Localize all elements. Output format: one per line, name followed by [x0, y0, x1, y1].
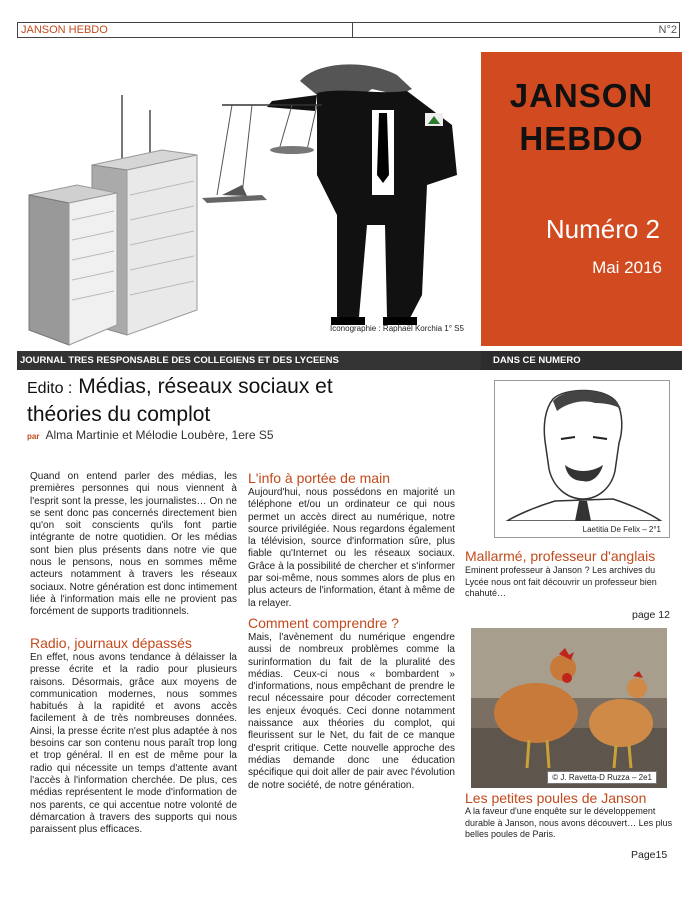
- title-line1: Médias, réseaux sociaux et: [78, 375, 333, 398]
- cover-panel: [481, 52, 682, 346]
- heading-radio: Radio, journaux dépassés: [30, 635, 192, 651]
- tagline-strip: JOURNAL TRES RESPONSABLE DES COLLEGIENS ET DES LYCEENS: [17, 351, 481, 370]
- cover-title-line2: HEBDO: [519, 120, 644, 157]
- top-bar: [17, 22, 680, 38]
- sidebar-heading-poules: Les petites poules de Janson: [465, 790, 647, 806]
- masthead-small: JANSON HEBDO: [18, 23, 353, 37]
- issue-short: N°2: [658, 24, 677, 36]
- sidebar-text-mallarme: Eminent professeur à Janson ? Les archives du Lycée nous ont fait découvrir un professeur bien chahuté…: [465, 565, 657, 598]
- cover-title-line1: JANSON: [509, 77, 654, 114]
- illustration-credit: Iconographie : Raphaël Korchia 1° S5: [330, 324, 464, 333]
- cover-illustration: [17, 55, 477, 350]
- page-ref-15: Page15: [631, 849, 668, 861]
- article-title: [27, 374, 467, 428]
- hens-photo: [471, 628, 667, 788]
- radio-paragraph: En effet, nous avons tendance à délaisser la presse écrite et la radio pour plusieurs raisons. Désormais, grâce aux moyens de communication modernes, nous sommes habitués à la rapidité et avons accès facilement à de très nombreuses données. Ainsi, la presse écrite n'est plus adaptée à nos besoins car son contenu nous paraît trop long et trop général. Il en est de même pour la radio qui nécessite un temps d'attente avant l'accès à l'information cherchée. De plus, ces médias représentent le mode d'information de nos parents, ce qui accentue notre volonté de démarcation à travers des supports qui nous paraissent plus efficaces.: [30, 652, 237, 836]
- cover-date: Mai 2016: [592, 258, 662, 277]
- sidebar-title: DANS CE NUMERO: [481, 351, 682, 370]
- sidebar-heading-mallarme: Mallarmé, professeur d'anglais: [465, 548, 656, 564]
- edito-label: Edito :: [27, 380, 73, 397]
- portrait-sketch: [495, 381, 669, 521]
- page-ref-12: page 12: [632, 609, 670, 621]
- heading-info: L'info à portée de main: [248, 470, 390, 486]
- authors: Alma Martinie et Mélodie Loubère, 1ere S5: [45, 428, 274, 442]
- intro-paragraph: Quand on entend parler des médias, les premières personnes qui nous viennent à l'esprit sont la presse, les journalistes… On ne se sent donc pas concernés directement bien qu'on soit conscients qu'ils font partie intégrante de notre quotidien. Or les médias sont bien plus présents dans notre vie que nous le pensons, nous en sommes même acteurs notamment à travers les réseaux sociaux. Notre génération est donc intimement liée à l'information mais elle ne provient pas forcément de supports traditionnels.: [30, 471, 237, 618]
- by-word: par: [27, 432, 40, 441]
- comment-paragraph: Mais, l'avènement du numérique engendre aussi de nombreux problèmes comme la surinformation du fait de la pluralité des médias. Ceux-ci nous « bombardent » d'informations, nous empêchant de prendre le recul nécessaire pour décoder correctement les enjeux évoqués. Ceci donne notamment naissance aux théories du complot, qui fleurissent sur le Net, du fait de ce manque d'esprit critique. Cette nouvelle approche des médias demande donc une éducation spécifique qui doit aller de pair avec l'évolution de notre société, de notre génération.: [248, 632, 455, 791]
- title-line2: théories du complot: [27, 403, 211, 426]
- byline: [27, 428, 274, 442]
- sidebar-text-poules: A la faveur d'une enquête sur le développement durable à Janson, nous avons découvert… Les plus belles poules de Paris.: [465, 806, 673, 839]
- hens-illustration: [471, 628, 667, 788]
- portrait-credit: Laetitia De Felix – 2°1: [582, 524, 661, 534]
- cover-issue: Numéro 2: [545, 214, 660, 244]
- photo-credit: © J. Ravetta-D Ruzza – 2e1: [547, 771, 657, 784]
- info-paragraph: Aujourd'hui, nous possédons en majorité un téléphone et/ou un ordinateur ce qui nous permet un accès direct au numérique, notre source privilégiée. Nous regardons également la télévision, source d'information sûre, plus fiable qu'Internet ou les réseaux sociaux. Grâce à la possibilité de chercher et s'informer par soi-même, nous sommes alors de plus en plus acteurs de l'information, étant à même de la relayer.: [248, 487, 455, 609]
- heading-comment: Comment comprendre ?: [248, 615, 399, 631]
- portrait-image: [494, 380, 670, 538]
